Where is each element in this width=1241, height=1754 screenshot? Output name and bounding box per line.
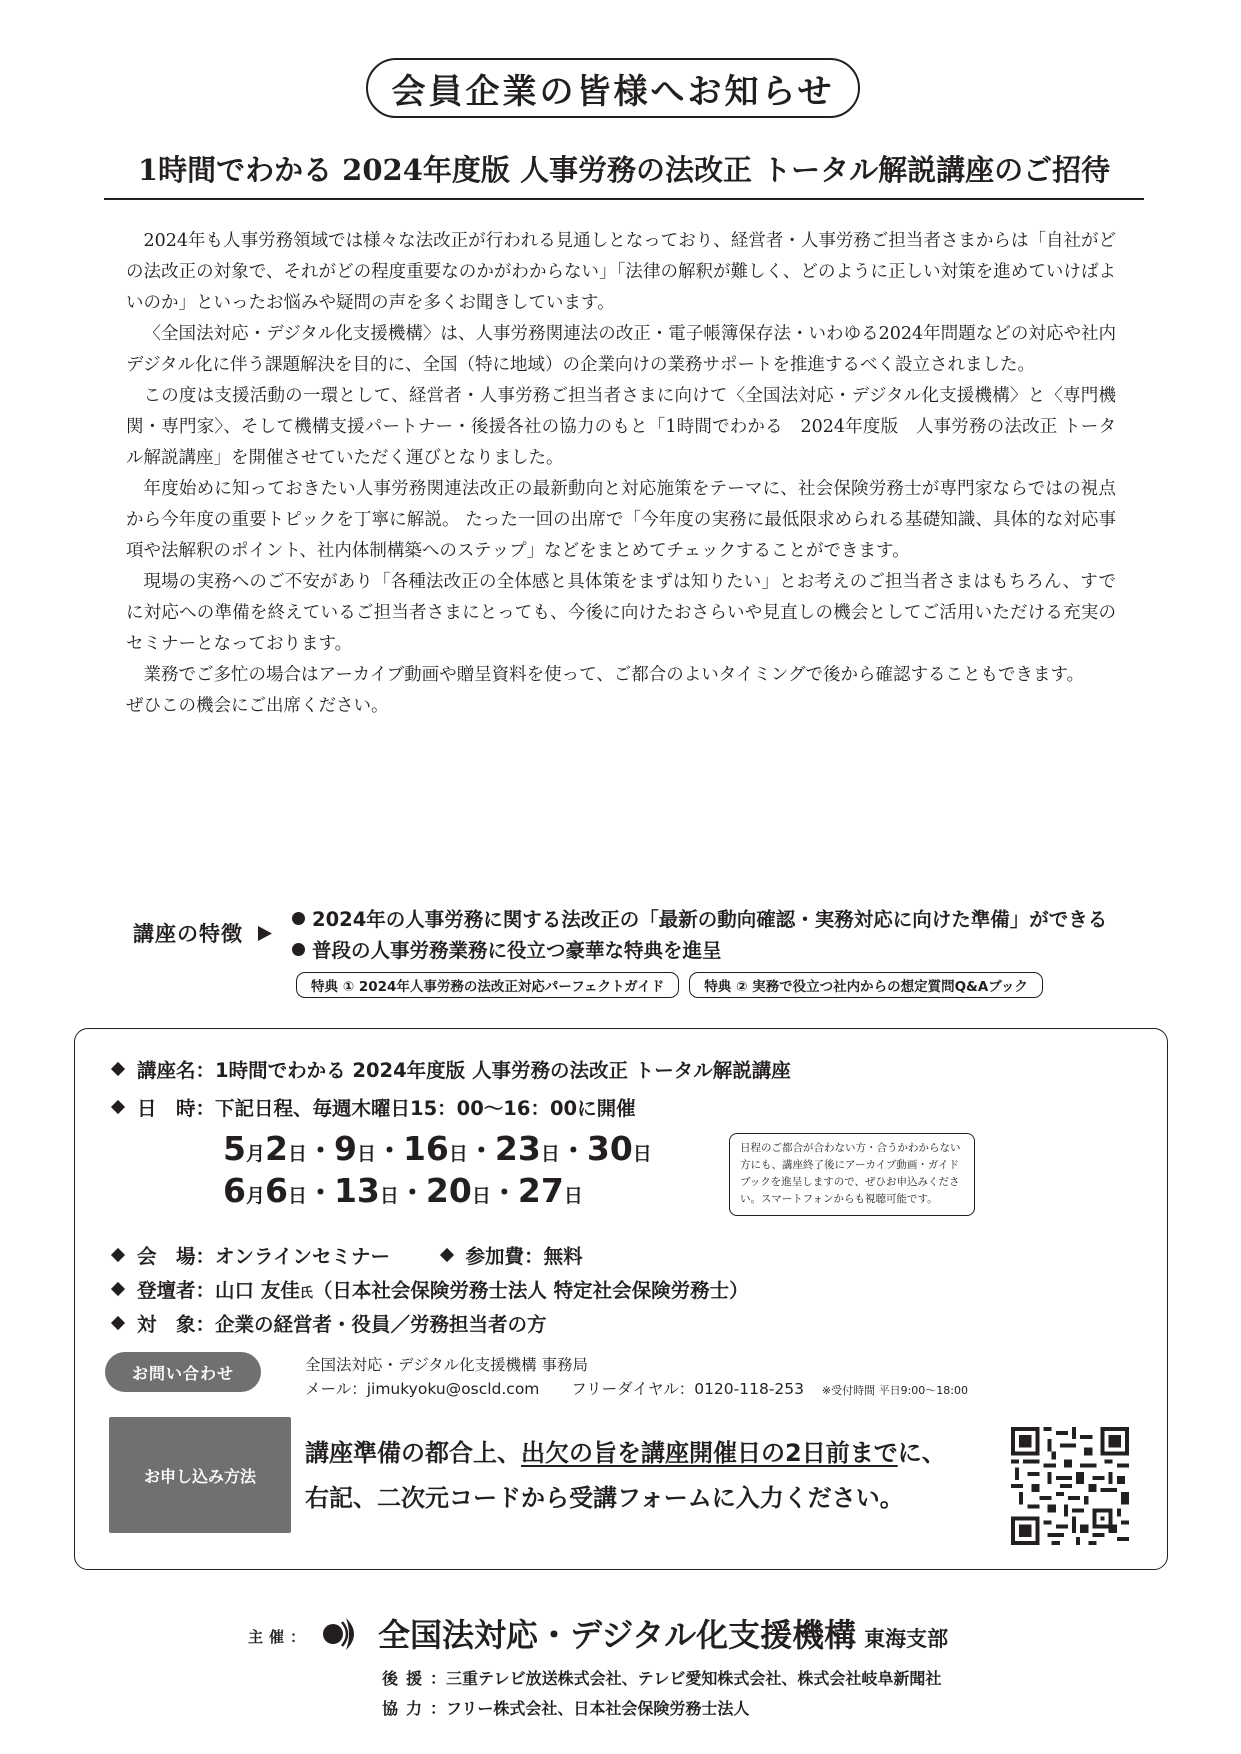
organization-logo-icon (322, 1614, 366, 1652)
diamond-icon (111, 1062, 125, 1076)
bullet-icon (292, 912, 305, 925)
paragraph: 〈全国法対応・デジタル化支援機構〉は、人事労務関連法の改正・電子帳簿保存法・いわゆる2024年問題などの対応や社内デジタル化に伴う課題解決を目的に、全国（特に地域）の企業向けの業務サポートを推進するべく設立されました。 (126, 324, 1116, 375)
bullet-icon (292, 943, 305, 956)
diamond-icon (439, 1248, 453, 1262)
diamond-icon (111, 1316, 125, 1330)
diamond-icon (111, 1100, 125, 1114)
diamond-icon (111, 1282, 125, 1296)
bonus-badge-1: 特典 ① 2024年人事労務の法改正対応パーフェクトガイド (296, 972, 679, 998)
paragraph: 年度始めに知っておきたい人事労務関連法改正の最新動向と対応施策をテーマに、社会保険労務士が専門家ならではの視点から今年度の重要トピックを丁寧に解説。 たった一回の出席で「今年度の実務に最低限求められる基礎知識、具体的な対応事項や法解釈のポイント、社内体制構築へのステップ」などをまとめてチェックすることができます。 (126, 479, 1116, 561)
may-dates: 5月2日・9日・16日・23日・30日 (223, 1129, 652, 1168)
apply-instructions: 講座準備の都合上、出欠の旨を講座開催日の2日前までに、 右記、二次元コードから受講フォームに入力ください。 (305, 1439, 946, 1512)
cooperation-row: 協力：フリー株式会社、日本社会保険労務士法人 (382, 1699, 750, 1718)
contact-label: お問い合わせ (105, 1352, 261, 1392)
intro-body (126, 226, 1116, 722)
paragraph: この度は支援活動の一環として、経営者・人事労務ご担当者さまに向けて〈全国法対応・デジタル化支援機構〉と〈専門機関・専門家〉、そして機構支援パートナー・後援各社の協力のもと「1時間でわかる 2024年度版 人事労務の法改正 トータル解説講座」を開催させていただく運びとなりました。 (126, 386, 1116, 468)
features-label-text: 講座の特徴 (133, 922, 243, 946)
play-triangle-icon (257, 925, 273, 942)
contact-hours: ※受付時間 平日9:00～18:00 (821, 1384, 969, 1397)
paragraph: 2024年も人事労務領域では様々な法改正が行われる見通しとなっており、経営者・人事労務ご担当者さまからは「自社がどの法改正の対象で、それがどの程度重要なのかがわからない」「法律の解釈が難しく、どのように正しい対策を進めていけばよいのか」といったお悩みや疑問の声を多くお聞きしています。 (126, 231, 1116, 313)
diamond-icon (111, 1248, 125, 1262)
organizer-label: 主催： (248, 1628, 312, 1646)
page-title: 1時間でわかる 2024年度版 人事労務の法改正 トータル解説講座のご招待 (137, 153, 1111, 187)
course-name-row: 講座名：1時間でわかる 2024年度版 人事労務の法改正 トータル解説講座 (109, 1055, 791, 1083)
paragraph: 業務でご多忙の場合はアーカイブ動画や贈呈資料を使って、ご都合のよいタイミングで後から確認することもできます。 (143, 665, 1085, 685)
paragraph: 現場の実務へのご不安があり「各種法改正の全体感と具体策をまずは知りたい」とお考えのご担当者さまはもちろん、すでに対応への準備を終えているご担当者さまにとっても、今後に向けたおさらいや見直しの機会としてご活用いただける充実のセミナーとなっております。 (126, 572, 1116, 654)
contact-details: 全国法対応・デジタル化支援機構 事務局 メール：jimukyoku@oscld.com フリーダイヤル：0120-118-253 ※受付時間 平日9:00～18:00 (305, 1353, 968, 1403)
feature-item: 2024年の人事労務に関する法改正の「最新の動向確認・実務対応に向けた準備」ができる (292, 904, 1107, 935)
contact-phone[interactable]: 0120-118-253 (694, 1380, 805, 1398)
contact-org: 全国法対応・デジタル化支援機構 事務局 (305, 1356, 588, 1374)
features-label (133, 918, 273, 948)
apply-label: お申し込み方法 (109, 1417, 291, 1533)
sponsors-row: 後援：三重テレビ放送株式会社、テレビ愛知株式会社、株式会社岐阜新聞社 (382, 1669, 942, 1688)
june-dates: 6月6日・13日・20日・27日 (223, 1171, 583, 1210)
qr-code-icon[interactable] (1011, 1427, 1129, 1545)
speaker-row: 登壇者：山口 友佳氏（日本社会保険労務士法人 特定社会保険労務士） (109, 1275, 749, 1303)
notice-heading: 会員企業の皆様へお知らせ (366, 58, 860, 118)
contact-email[interactable]: jimukyoku@oscld.com (366, 1380, 540, 1398)
title-divider (104, 198, 1144, 200)
target-row: 対 象：企業の経営者・役員／労務担当者の方 (109, 1309, 547, 1337)
venue-fee-row: 会 場：オンラインセミナー 参加費：無料 (109, 1241, 583, 1269)
closing-line: ぜひこの機会にご出席ください。 (126, 696, 389, 716)
organizer-name: 全国法対応・デジタル化支援機構 東海支部 (378, 1616, 949, 1654)
schedule-note: 日程のご都合が合わない方・合うかわからない方にも、講座終了後にアーカイブ動画・ガイドブックを進呈しますので、ぜひお申込みください。スマートフォンからも視聴可能です。 (729, 1133, 975, 1216)
organizer-branch: 東海支部 (864, 1627, 949, 1651)
bonus-badges (296, 972, 1043, 998)
datetime-row: 日 時：下記日程、毎週木曜日15：00～16：00に開催 (109, 1093, 636, 1121)
bonus-badge-2: 特典 ② 実務で役立つ社内からの想定質問Q&Aブック (689, 972, 1043, 998)
course-info-box (74, 1028, 1168, 1570)
feature-item: 普段の人事労務業務に役立つ豪華な特典を進呈 (292, 935, 1107, 966)
features-list (292, 904, 1107, 966)
